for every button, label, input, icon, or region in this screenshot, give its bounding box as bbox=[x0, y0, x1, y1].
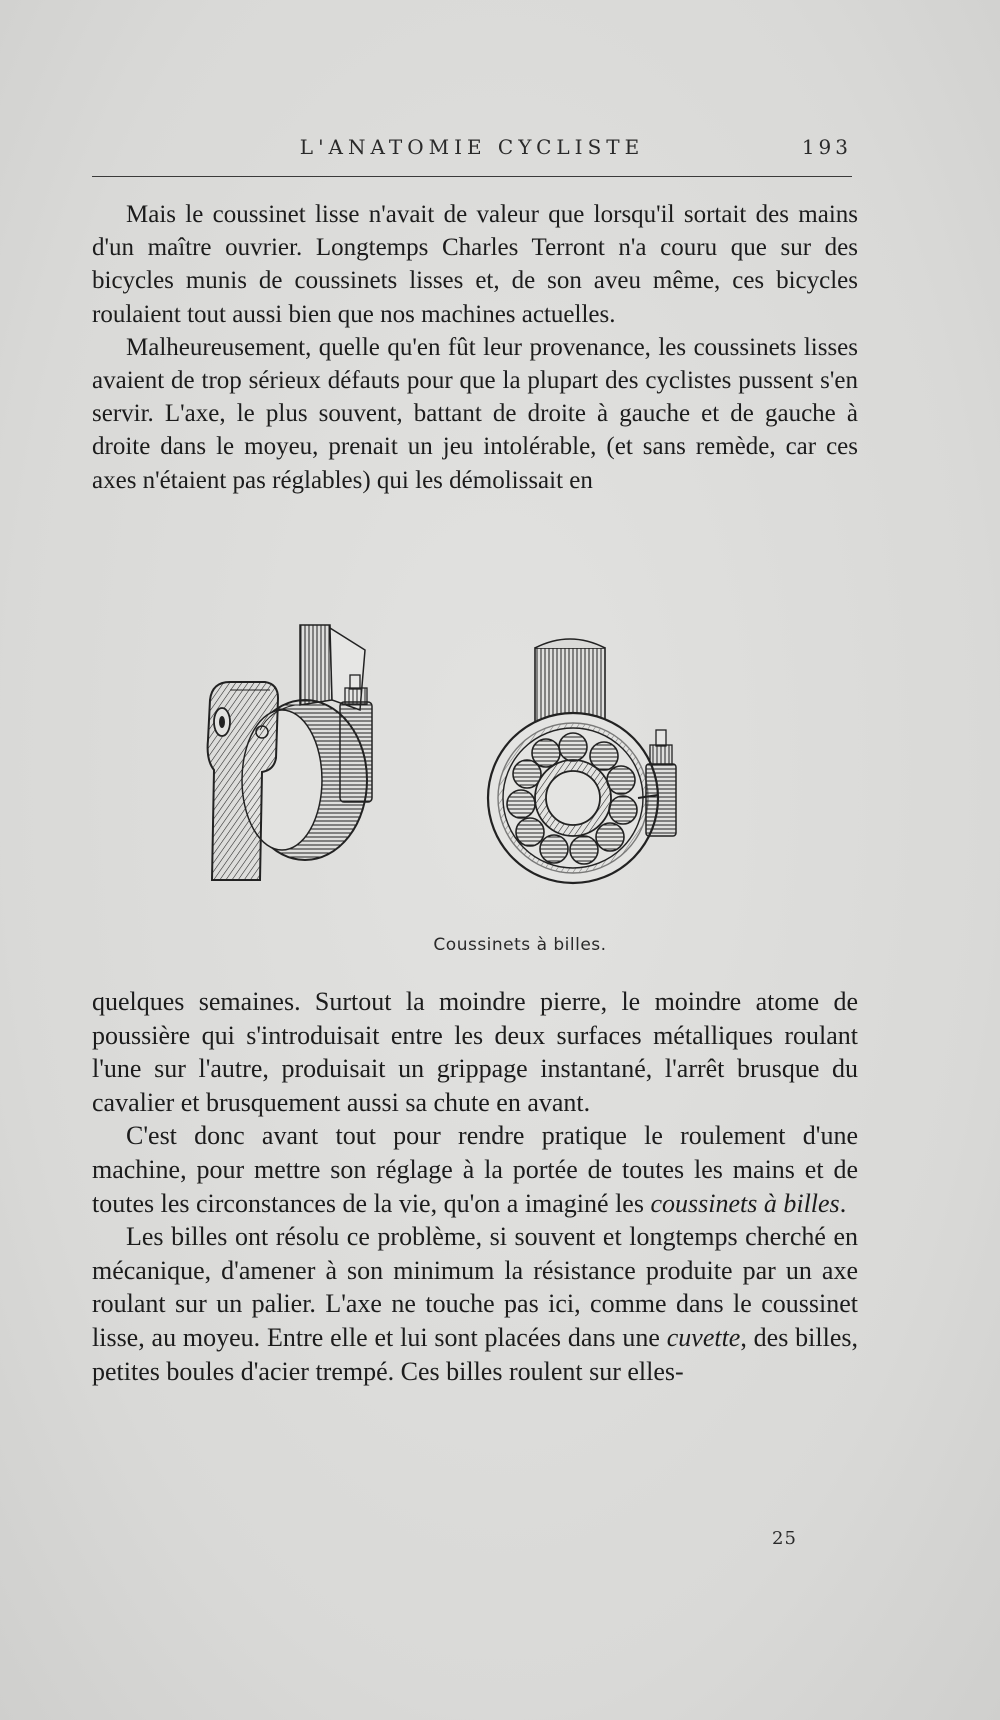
paragraph bbox=[92, 1119, 858, 1220]
signature-mark: 25 bbox=[772, 1528, 797, 1549]
figure-caption-text: Coussinets à billes. bbox=[433, 935, 607, 955]
hub-side-view bbox=[208, 625, 372, 880]
paragraph-text: , des billes, petites boules d'acier trempé. Ces billes roulent sur elles- bbox=[92, 1322, 858, 1386]
paragraph: quelques semaines. Surtout la moindre pierre, le moindre atome de poussière qui s'introduisait entre les deux surfaces métalliques roulant l'une sur l'autre, produisait un grippage instantané, l'arrêt brusque du cavalier et brusquement aussi sa chute en avant. bbox=[92, 987, 858, 1117]
ball-bearing-illustration bbox=[200, 620, 760, 925]
paragraph: Malheureusement, quelle qu'en fût leur provenance, les coussinets lisses avaient de trop sérieux défauts pour que la plupart des cyclistes pussent s'en servir. L'axe, le plus souvent, battant de droite à gauche et de gauche à droite dans le moyeu, prenait un jeu intolérable, (et sans remède, car ces axes n'étaient pas réglables) qui les démolissait en bbox=[92, 333, 858, 494]
figure-ball-bearings bbox=[200, 620, 760, 925]
paragraph: Mais le coussinet lisse n'avait de valeur que lorsqu'il sortait des mains d'un maître ouvrier. Longtemps Charles Terront n'a couru que sur des bicycles munis de coussinets lisses et, de son aveu même, ces bicycles roulaient tout aussi bien que nos machines actuelles. bbox=[92, 201, 858, 328]
header-rule bbox=[92, 176, 852, 177]
italic-term: coussinets à billes bbox=[650, 1188, 840, 1218]
italic-term: cuvette bbox=[666, 1322, 741, 1352]
hub-cutaway-view bbox=[488, 639, 676, 883]
running-title: L'ANATOMIE CYCLISTE bbox=[299, 135, 645, 159]
paragraph-text: . bbox=[839, 1188, 847, 1218]
paragraph-text: C'est donc avant tout pour rendre pratique le roulement d'une machine, pour mettre son réglage à la portée de toutes les mains et de toutes les circonstances de la vie, qu'on a imaginé les bbox=[92, 1121, 858, 1218]
figure-caption bbox=[0, 935, 1000, 955]
paragraph bbox=[92, 1220, 858, 1388]
paragraph-text: Les billes ont résolu ce problème, si souvent et longtemps cherché en mécanique, d'amener à son minimum la résistance produite par un axe roulant sur un palier. L'axe ne touche pas ici, comme dans le coussinet lisse, au moyeu. Entre elle et lui sont placées dans une bbox=[92, 1222, 858, 1352]
page-number: 193 bbox=[801, 135, 852, 159]
text-block-bottom bbox=[92, 985, 858, 1388]
running-head bbox=[92, 135, 852, 169]
text-block-top bbox=[92, 198, 858, 497]
